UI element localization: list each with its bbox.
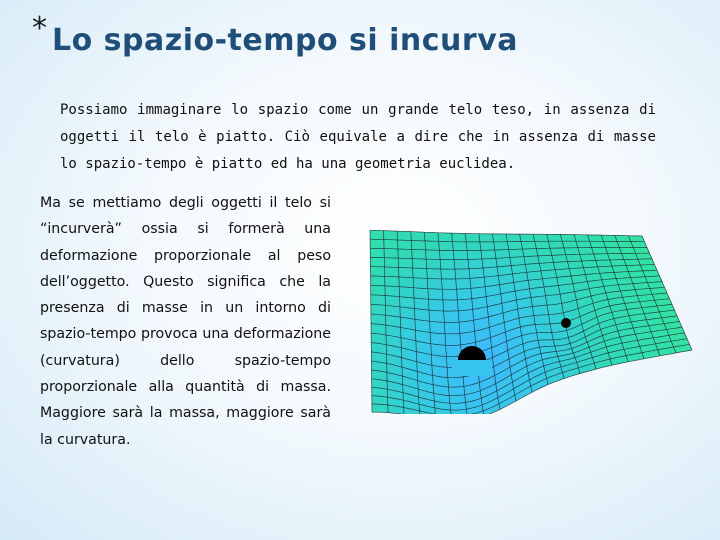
spacetime-curvature-illustration (362, 218, 696, 414)
slide-title: Lo spazio-tempo si incurva (52, 23, 518, 58)
title-bullet: * (32, 11, 47, 46)
intro-paragraph: Possiamo immaginare lo spazio come un grande telo teso, in assenza di oggetti il telo è piatto. Ciò equivale a dire che in assenza di masse lo spazio-tempo è piatto ed ha una geometria euclidea. (60, 102, 656, 172)
spacetime-grid-group (370, 230, 692, 414)
body-paragraph: Ma se mettiamo degli oggetti il telo si “incurverà” ossia si formerà una deformazione proporzionale al peso dell’oggetto. Questo significa che la presenza di masse in un intorno di spazio-tempo provoca una deformazione (curvatura) dello spazio-tempo proporzionale alla quantità di massa. Maggiore sarà la massa, maggiore sarà la curvatura. (40, 195, 331, 448)
small-mass (561, 318, 571, 328)
large-mass-well-cover (452, 360, 492, 376)
